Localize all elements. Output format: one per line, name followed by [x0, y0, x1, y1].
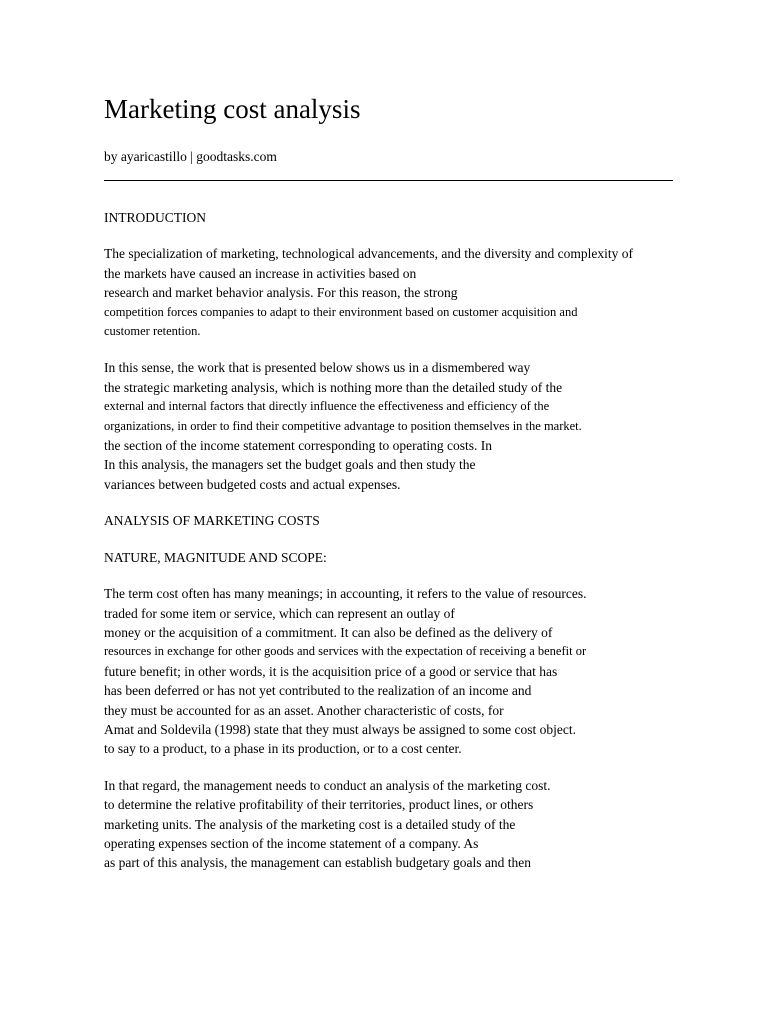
- paragraph-management-analysis: [104, 776, 674, 873]
- paragraph-line: marketing units. The analysis of the marketing cost is a detailed study of the: [104, 816, 516, 832]
- paragraph-specialization: [104, 244, 674, 341]
- paragraph-line: competition forces companies to adapt to their environment based on customer acquisition and: [104, 304, 578, 319]
- paragraph-line: In this analysis, the managers set the budget goals and then study the: [104, 457, 476, 473]
- paragraph-line: In that regard, the management needs to conduct an analysis of the marketing cost.: [104, 777, 551, 793]
- paragraph-line: the markets have caused an increase in activities based on: [104, 265, 417, 281]
- document-body: [104, 208, 674, 890]
- paragraph-line: has been deferred or has not yet contributed to the realization of an income and: [104, 683, 532, 699]
- paragraph-line: research and market behavior analysis. For this reason, the strong: [104, 285, 458, 301]
- paragraph-line: they must be accounted for as an asset. Another characteristic of costs, for: [104, 702, 504, 718]
- section-heading-analysis-of-marketing-costs: ANALYSIS OF MARKETING COSTS: [104, 513, 320, 529]
- paragraph-line: Amat and Soldevila (1998) state that they must always be assigned to some cost object.: [104, 721, 577, 737]
- section-heading-nature-magnitude-scope: NATURE, MAGNITUDE AND SCOPE:: [104, 549, 327, 565]
- paragraph-line: to determine the relative profitability of their territories, product lines, or others: [104, 797, 534, 813]
- paragraph-line: traded for some item or service, which can represent an outlay of: [104, 605, 455, 621]
- paragraph-line: the section of the income statement corresponding to operating costs. In: [104, 438, 493, 454]
- paragraph-line: money or the acquisition of a commitment. It can also be defined as the delivery of: [104, 624, 553, 640]
- paragraph-line: operating expenses section of the income statement of a company. As: [104, 835, 479, 851]
- paragraph-line: as part of this analysis, the management can establish budgetary goals and then: [104, 855, 532, 871]
- paragraph-line: external and internal factors that directly influence the effectiveness and efficiency of the: [104, 399, 550, 414]
- paragraph-line: resources in exchange for other goods and services with the expectation of receiving a benefit or: [104, 644, 587, 659]
- paragraph-line: organizations, in order to find their competitive advantage to position themselves in the market.: [104, 418, 582, 433]
- paragraph-line: In this sense, the work that is presented below shows us in a dismembered way: [104, 360, 531, 376]
- author-byline: by ayaricastillo | goodtasks.com: [104, 149, 277, 164]
- paragraph-line: The term cost often has many meanings; in accounting, it refers to the value of resources.: [104, 586, 587, 602]
- paragraph-line: the strategic marketing analysis, which is nothing more than the detailed study of the: [104, 379, 563, 395]
- paragraph-line: to say to a product, to a phase in its production, or to a cost center.: [104, 741, 462, 757]
- document-title: Marketing cost analysis: [104, 94, 361, 124]
- paragraph-line: variances between budgeted costs and actual expenses.: [104, 476, 401, 492]
- paragraph-strategic-analysis: [104, 358, 674, 494]
- paragraph-line: customer retention.: [104, 324, 201, 339]
- header-divider: [104, 180, 673, 181]
- paragraph-line: The specialization of marketing, technological advancements, and the diversity and complexity of: [104, 246, 633, 262]
- paragraph-line: future benefit; in other words, it is the acquisition price of a good or service that has: [104, 663, 558, 679]
- paragraph-term-cost: [104, 584, 674, 759]
- section-heading-introduction: INTRODUCTION: [104, 210, 206, 225]
